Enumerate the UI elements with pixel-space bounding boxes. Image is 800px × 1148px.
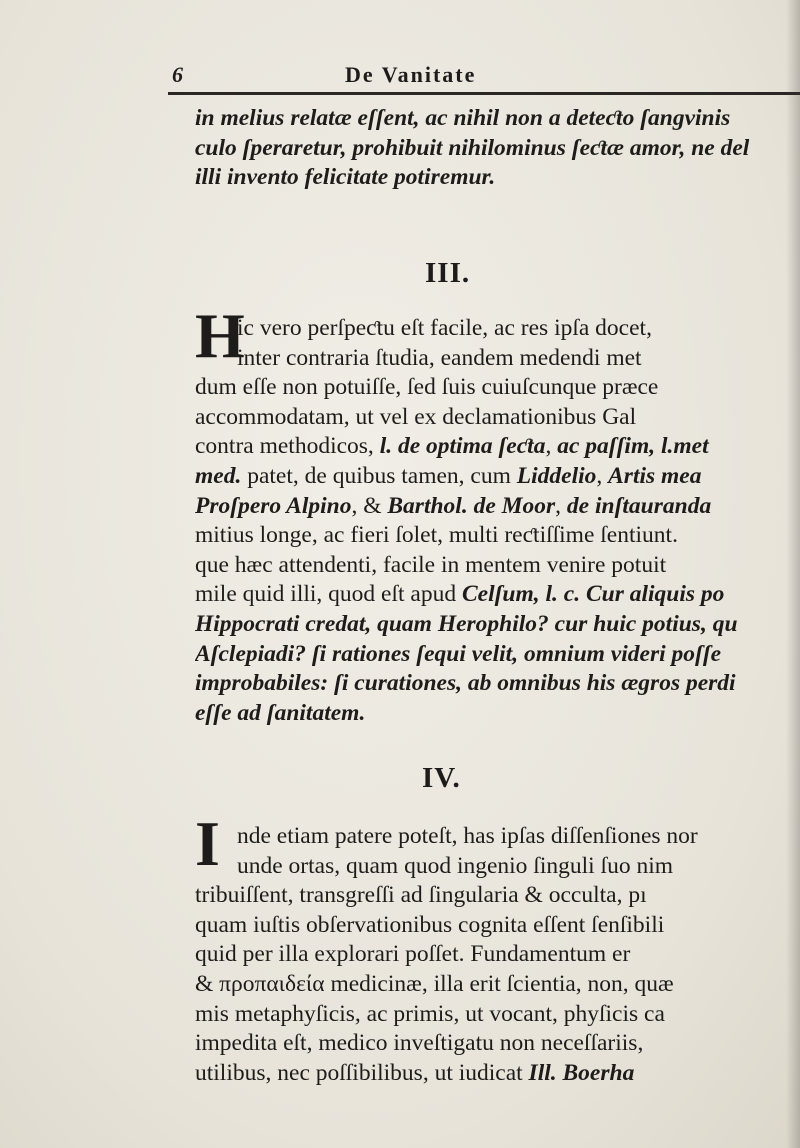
text-run: Celſum, l. c. Cur aliquis po bbox=[461, 581, 725, 608]
text-line bbox=[195, 669, 800, 699]
text-run: eſſe ad ſanitatem. bbox=[195, 699, 366, 726]
text-run: Barthol. de Moor bbox=[387, 492, 556, 519]
text-line bbox=[195, 640, 800, 670]
text-line bbox=[195, 403, 800, 433]
text-line bbox=[195, 911, 800, 941]
text-run: med. bbox=[195, 462, 242, 489]
text-line bbox=[195, 432, 800, 462]
text-run: tribuiſſent, transgreſſi ad ſingularia & occulta, pı bbox=[195, 882, 647, 909]
text-line bbox=[195, 970, 800, 1000]
text-run: culo ſperaretur, prohibuit nihilominus ſeƈtæ amor, ne del bbox=[195, 134, 750, 161]
text-line bbox=[195, 373, 800, 403]
page-edge-shadow bbox=[786, 0, 800, 1148]
intro-paragraph bbox=[195, 104, 800, 193]
running-head: De Vanitate bbox=[345, 62, 477, 87]
text-line bbox=[195, 551, 800, 581]
text-line bbox=[195, 580, 800, 610]
text-run: ic vero perſpeƈtu eſt facile, ac res ipſa docet, bbox=[237, 315, 652, 341]
text-line bbox=[195, 163, 800, 193]
text-run: inter contraria ſtudia, eandem medendi met bbox=[237, 344, 642, 371]
section-3-paragraph bbox=[195, 300, 800, 728]
text-line bbox=[195, 462, 800, 492]
text-run: & προπαιδεία medicinæ, illa erit ſcientia, non, quæ bbox=[195, 970, 674, 997]
text-run: Liddelio bbox=[516, 462, 597, 489]
text-run: utilibus, nec poſſibilibus, ut iudicat bbox=[195, 1059, 529, 1086]
section-3-dropcap: H bbox=[195, 300, 245, 371]
text-run: mile quid illi, quod eſt apud bbox=[195, 581, 462, 608]
text-run: Ill. Boerha bbox=[528, 1059, 635, 1086]
text-run: , bbox=[545, 433, 558, 460]
text-run: , bbox=[555, 492, 567, 519]
section-4-dropcap: I bbox=[195, 808, 220, 879]
text-run: , & bbox=[351, 492, 388, 519]
text-run: illi invento felicitate potiremur. bbox=[195, 164, 496, 191]
header-rule bbox=[168, 92, 800, 95]
text-line bbox=[195, 822, 800, 852]
text-run: , bbox=[596, 462, 609, 489]
text-run: patet, de quibus tamen, cum bbox=[241, 462, 517, 489]
text-line bbox=[195, 852, 800, 882]
text-run: ac paſſim, l.met bbox=[557, 433, 709, 460]
text-line bbox=[195, 610, 800, 640]
text-line bbox=[195, 699, 800, 729]
text-run: l. de optima ſeƈta bbox=[379, 433, 546, 460]
page-header bbox=[0, 62, 800, 92]
text-line bbox=[195, 104, 800, 134]
page-number: 6 bbox=[172, 62, 183, 87]
text-line bbox=[195, 492, 800, 522]
text-run: quam iuſtis obſervationibus cognita eſſent ſenſibili bbox=[195, 911, 665, 938]
text-run: que hæc attendenti, facile in mentem venire potuit bbox=[195, 551, 667, 578]
text-run: quid per illa explorari poſſet. Fundamentum er bbox=[195, 941, 631, 968]
text-run: nde etiam patere poteſt, has ipſas diſſenſiones nor bbox=[237, 823, 698, 849]
text-line bbox=[195, 1029, 800, 1059]
text-run: accommodatam, ut vel ex declamationibus Gal bbox=[195, 403, 637, 430]
text-run: unde ortas, quam quod ingenio ſinguli ſuo nim bbox=[237, 852, 674, 879]
text-line bbox=[195, 314, 800, 344]
text-run: improbabiles: ſi curationes, ab omnibus his ægros perdi bbox=[195, 670, 736, 697]
text-run: Hippocrati credat, quam Herophilo? cur huic potius, qu bbox=[195, 610, 738, 637]
text-line bbox=[195, 134, 800, 164]
text-run: mitius longe, ac fieri ſolet, multi reƈtiſſime ſentiunt. bbox=[195, 522, 678, 549]
text-run: Proſpero Alpino bbox=[195, 492, 352, 519]
text-run: impedita eſt, medico inveſtigatu non neceſſariis, bbox=[195, 1030, 644, 1057]
text-line bbox=[195, 344, 800, 374]
text-run: dum eſſe non potuiſſe, ſed ſuis cuiuſcunque præce bbox=[195, 374, 659, 401]
section-3-heading: III. bbox=[425, 257, 471, 289]
text-run: in melius relatæ eſſent, ac nihil non a deteƈto ſangvinis bbox=[195, 105, 731, 131]
text-line bbox=[195, 881, 800, 911]
text-run: Artis mea bbox=[608, 462, 702, 489]
section-4-heading: IV. bbox=[422, 762, 461, 794]
text-line bbox=[195, 521, 800, 551]
text-run: Aſclepiadi? ſi rationes ſequi velit, omnium videri poſſe bbox=[195, 640, 722, 667]
text-line bbox=[195, 1000, 800, 1030]
section-4-paragraph bbox=[195, 808, 800, 1088]
text-run: contra methodicos, bbox=[195, 433, 380, 460]
text-run: de inſtauranda bbox=[566, 492, 712, 519]
text-line bbox=[195, 940, 800, 970]
text-run: mis metaphyſicis, ac primis, ut vocant, phyſicis ca bbox=[195, 1000, 665, 1027]
text-line bbox=[195, 1059, 800, 1089]
